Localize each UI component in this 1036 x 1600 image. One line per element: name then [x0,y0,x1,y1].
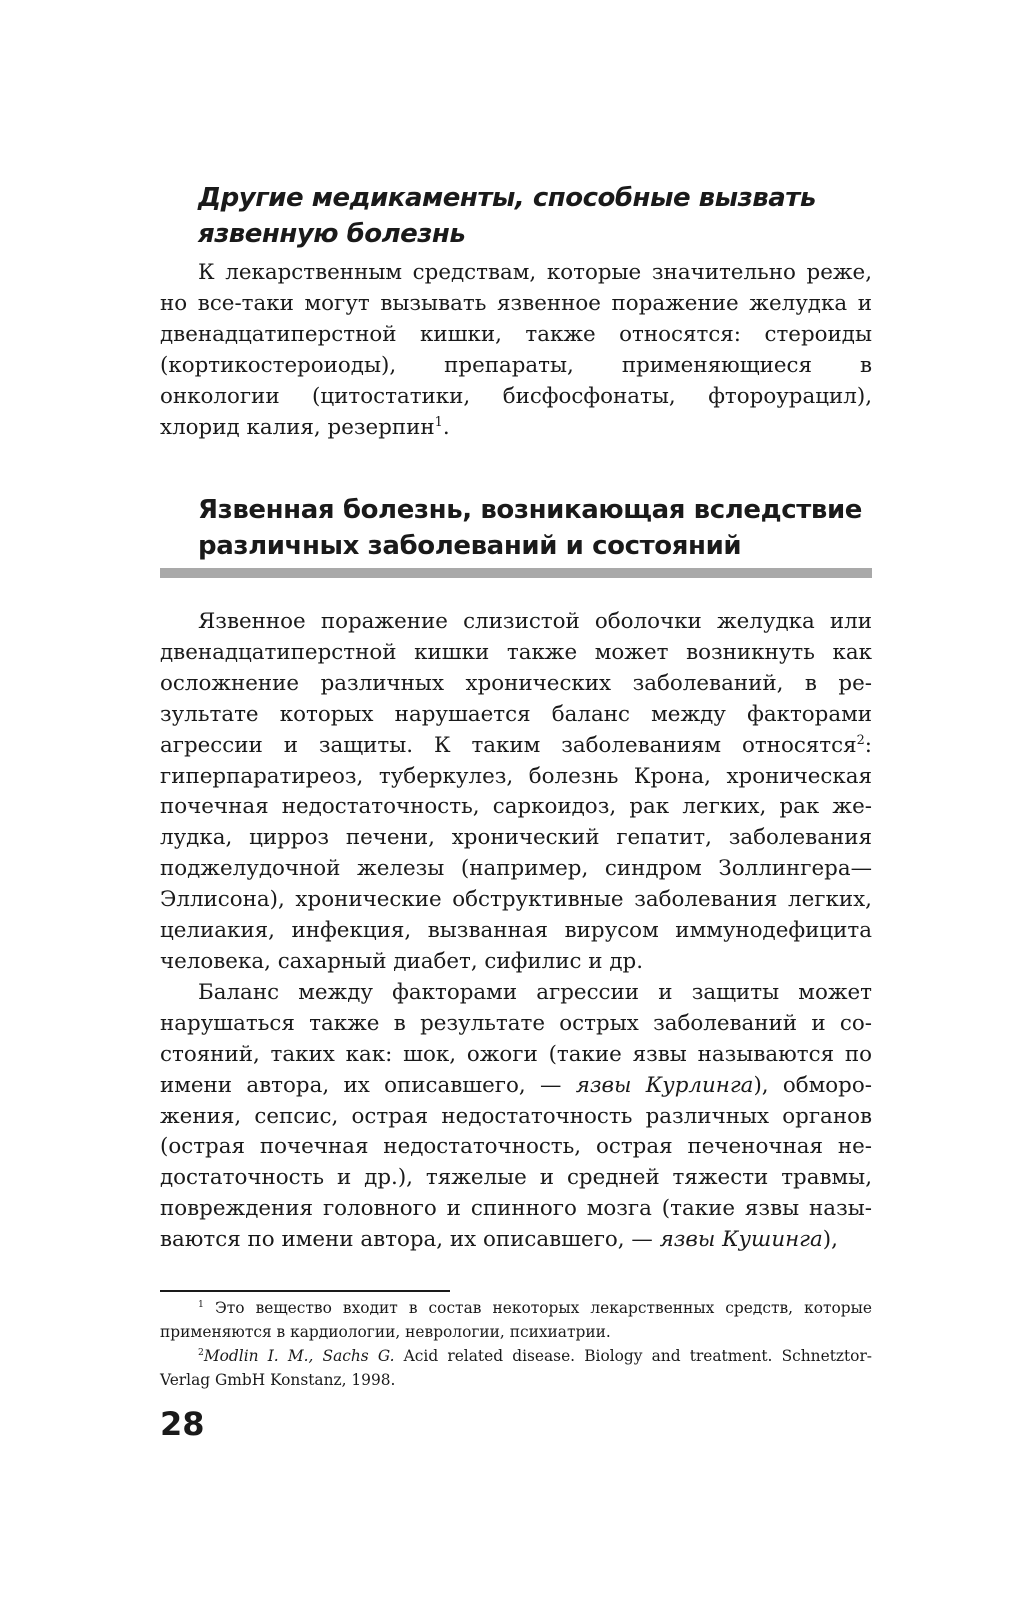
paragraph-text: : гиперпаратиреоз, туберкулез, болезнь Крона, хроническая почечная недостаточность, саркоидоз, рак легких, рак желудка, цирроз печени, хронический гепатит, заболевания поджелудочной железы (например, синдром Золлингера—Эллисона), хронические обструктивные заболевания легких, целиакия, инфекция, вызванная вирусом иммунодефицита человека, сахарный диабет, сифилис и др. [160,732,872,974]
paragraph-text: ), [822,1227,838,1253]
section-heading-line2: различных заболеваний и состояний [198,531,742,561]
section-divider [160,568,872,578]
footnote-ref-2[interactable]: 2 [856,732,865,748]
subsection-heading [198,180,858,252]
footnote-1 [160,1296,872,1344]
paragraph-text: Язвенное поражение слизистой оболочки желудка или двенадцатиперстной кишки также может возникнуть как осложнение различных хронических заболеваний, в результате которых нарушается баланс между факторами агрессии и защиты. К таким заболеваниям относятся [160,609,872,758]
footnote-text: Acid related disease. Biology and treatment. Schnetztor-Verlag GmbH Konstanz, 1998. [160,1347,873,1389]
paragraph-text: Баланс между факторами агрессии и защиты может нарушаться также в результате острых заболеваний и состояний, таких как: шок, ожоги (такие язвы называются по имени автора, их описавшего, — [160,979,872,1098]
book-page [160,0,872,1600]
footnote-text: Это вещество входит в состав некоторых лекарственных средств, которые применяются в кардиологии, неврологии, психиатрии. [160,1299,872,1341]
term-cushing-ulcer: язвы Кушинга [659,1227,823,1253]
footnote-ref-1[interactable]: 1 [434,414,443,430]
paragraph-chronic-diseases [160,607,872,978]
footnote-2 [160,1344,872,1392]
paragraph-other-medications [160,258,872,443]
term-curling-ulcer: язвы Курлинга [575,1072,754,1098]
subsection-heading-line2: язвенную болезнь [198,219,466,249]
footnote-number: 1 [198,1298,204,1310]
subsection-heading-line1: Другие медикаменты, способные вызвать [198,183,816,213]
paragraph-text: К лекарственным средствам, которые значительно реже, но все-таки могут вызывать язвенное поражение желудка и двенадцатиперстной кишки, также относятся: стероиды (кортикостероиоды), препараты, применяющиеся в онкологии (цитостатики, бисфосфонаты, фтороурацил), хлорид калия, резерпин [160,260,872,440]
page-number: 28 [160,1405,205,1443]
paragraph-end: . [442,414,450,440]
main-text-block [160,607,872,1256]
paragraph-acute-conditions [160,978,872,1256]
footnote-authors: Modlin I. M., Sachs G. [203,1347,395,1365]
section-heading-line1: Язвенная болезнь, возникающая вследствие [198,495,862,525]
intro-text-block [160,258,872,443]
footnote-number: 2 [198,1346,204,1358]
footnotes [160,1296,872,1392]
footnote-divider [160,1290,450,1292]
section-heading [198,492,868,564]
paragraph-text: ), обморожения, сепсис, острая недостаточность различных органов (острая почечная недостаточность, острая печеночная недостаточность и др.), тяжелые и средней тяжести травмы, повреждения головного и спинного мозга (такие язвы называются по имени автора, их описавшего, — [160,1072,872,1253]
